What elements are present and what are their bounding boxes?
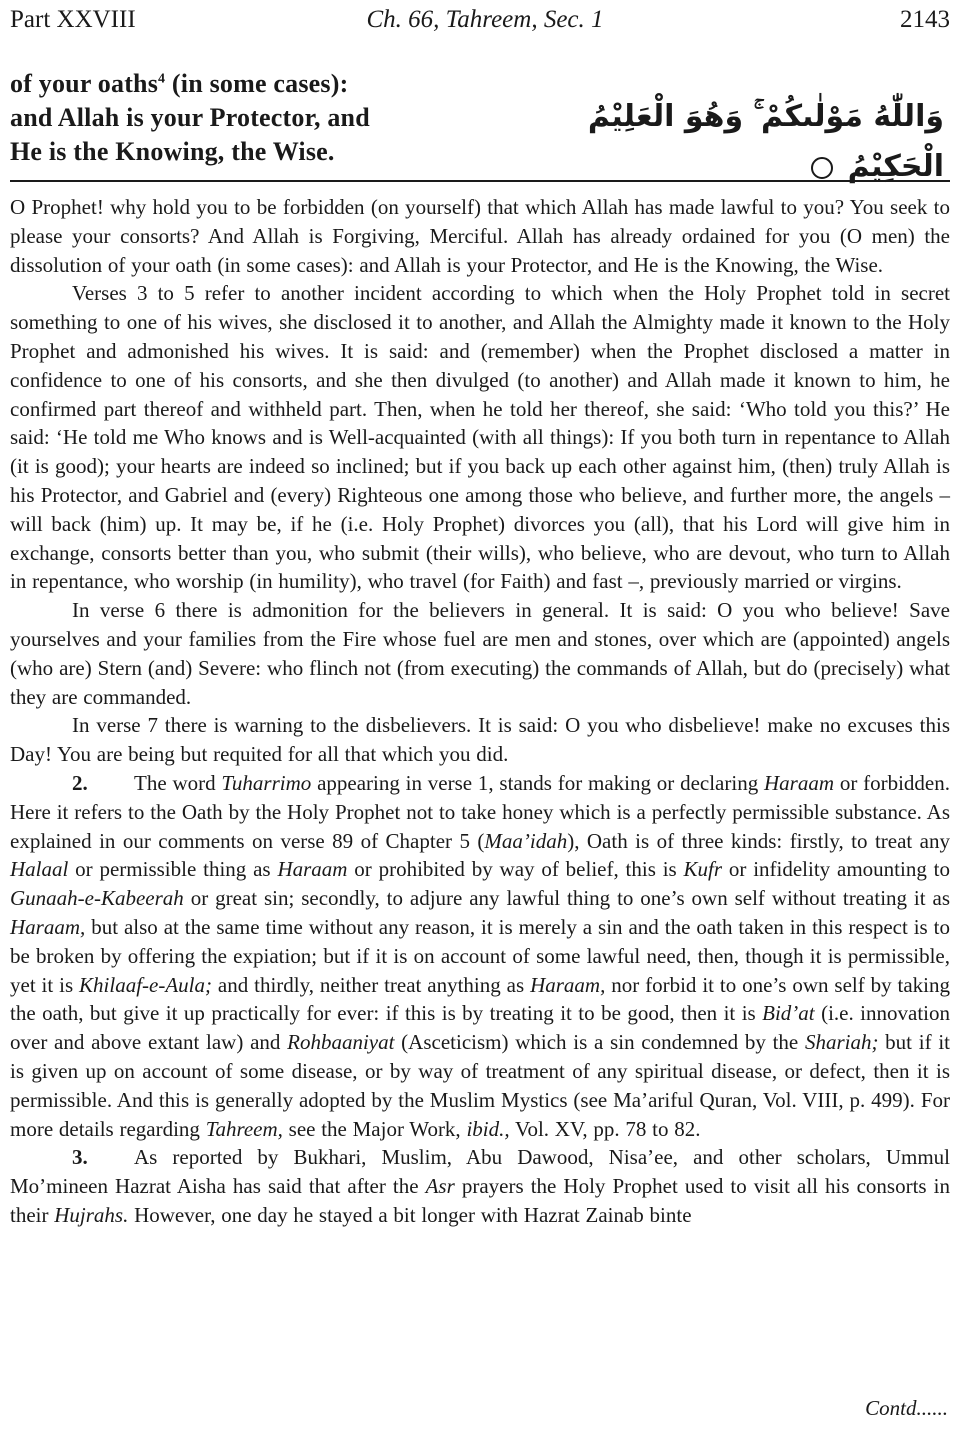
- paragraph-verses-3-5: Verses 3 to 5 refer to another incident according to which when the Holy Prophet told in secret something to one of his wives, she disclosed it to another, and Allah the Almighty made it known to the Holy Prophet and admonished his wives. It is said: and (remember) when the Prophet disclosed a matter in confidence to one of his consorts, and she then divulged (to another) and Allah made it known to him, he confirmed part thereof and withheld part. Then, when he told her thereof, she said: ‘Who told you this?’ He said: ‘He told me Who knows and is Well-acquainted (with all things): If you both turn in repentance to Allah (it is good); your hearts are indeed so inclined; but if you back up each other against him, (then) truly Allah is his Protector, and Gabriel and (every) Righteous one among those who believe, and further more, the angels – will back (him) up. It may be, if he (i.e. Holy Prophet) divorces you (all), that his Lord will give him in exchange, consorts better than you, who submit (their wills), who believe, who are devout, who turn to Allah in repentance, who worship (in humility), who travel (for Faith) and fast –, previously married or virgins.: [10, 281, 950, 594]
- verse-translation: [10, 62, 450, 169]
- continued-label: Contd......: [865, 1396, 948, 1420]
- note-number: 2.: [72, 770, 88, 795]
- arabic-text: وَاللّٰهُ مَوْلٰىكُمْ ۚ وَهُوَ الْعَلِيْمُ الْحَكِيْمُ: [587, 99, 944, 184]
- footnote-ref: 4: [158, 71, 166, 86]
- chapter-title: Ch. 66, Tahreem, Sec. 1: [366, 6, 604, 33]
- paragraph-verse-7: In verse 7 there is warning to the disbelievers. It is said: O you who disbelieve! make no excuses this Day! You are being but requited for all that which you did.: [10, 713, 950, 767]
- verse-arabic: [544, 92, 944, 192]
- verse-line-3: He is the Knowing, the Wise.: [10, 136, 335, 166]
- paragraph-summary: O Prophet! why hold you to be forbidden (on yourself) that which Allah has made lawful to you? You seek to please your consorts? And Allah is Forgiving, Merciful. Allah has already ordained for you (O men) the dissolution of your oath (in some cases): and Allah is your Protector, and He is the Knowing, the Wise.: [10, 195, 950, 277]
- note-number: 3.: [72, 1145, 88, 1170]
- note-2: 2. The word Tuharrimo appearing in verse 1, stands for making or declaring Haraam or forbidden. Here it refers to the Oath by the Holy Prophet not to take honey which is a perfectly permissible substance. As explained in our comments on verse 89 of Chapter 5 (Maa’idah), Oath is of three kinds: firstly, to treat any Halaal or permissible thing as Haraam or prohibited by way of belief, this is Kufr or infidelity amounting to Gunaah-e-Kabeerah or great sin; secondly, to adjure any lawful thing to one’s own self without treating it as Haraam, but also at the same time without any reason, it is merely a sin and the oath taken in this respect is to be broken by offering the expiation; but if it is on account of some lawful need, then, though it is permissible, yet it is Khilaaf-e-Aula; and thirdly, neither treat anything as Haraam, nor forbid it to one’s own self by taking the oath, but give it up practically for ever: if this is by treating it to be good, then it is Bid’at (i.e. innovation over and above extant law) and Rohbaaniyat (Asceticism) which is a sin condemned by the Shariah; but if it is given up on account of some disease, or by way of treatment of any spiritual disease, or defect, then it is permissible. And this is generally adopted by the Muslim Mystics (see Ma’ariful Quran, Vol. VIII, p. 499). For more details regarding Tahreem, see the Major Work, ibid., Vol. XV, pp. 78 to 82.: [10, 770, 951, 1141]
- note-3: 3. As reported by Bukhari, Muslim, Abu Dawood, Nisa’ee, and other scholars, Ummul Mo’mineen Hazrat Aisha has said that after the Asr prayers the Holy Prophet used to visit all his consorts in their Hujrahs. However, one day he stayed a bit longer with Hazrat Zainab binte: [10, 1145, 950, 1227]
- commentary: [10, 193, 950, 1230]
- page-number: 2143: [900, 6, 950, 33]
- running-header: [10, 4, 950, 36]
- ayah-end-icon: [811, 157, 833, 179]
- paragraph-verse-6: In verse 6 there is admonition for the believers in general. It is said: O you who believe! Save yourselves and your families from the Fire whose fuel are men and stones, over which are (appointed) angels (who are) Stern (and) Severe: who flinch not (from executing) the commands of Allah, but do (precisely) what they are commanded.: [10, 598, 950, 709]
- verse-block: [10, 62, 950, 184]
- verse-line-2: and Allah is your Protector, and: [10, 102, 370, 132]
- part-label: Part XXVIII: [10, 6, 136, 33]
- verse-line-1: of your oaths$^4$ (in some cases):: [10, 68, 349, 98]
- divider: [10, 180, 950, 182]
